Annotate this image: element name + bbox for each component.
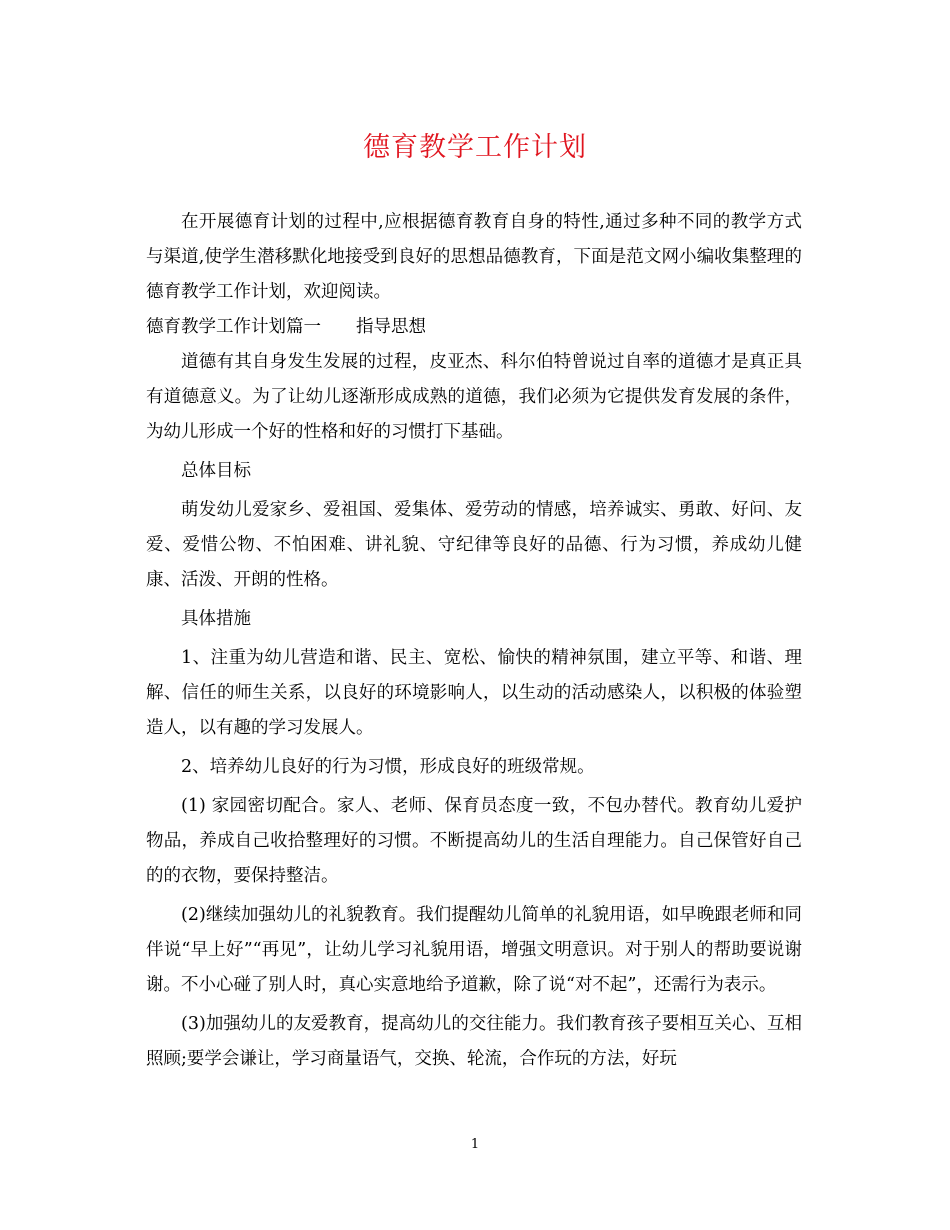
- paragraph-overall-goal: 萌发幼儿爱家乡、爱祖国、爱集体、爱劳动的情感，培养诚实、勇敢、好问、友爱、爱惜公物、不怕困难、讲礼貌、守纪律等良好的品德、行为习惯，养成幼儿健康、活泼、开朗的性格。: [146, 500, 802, 590]
- paragraph-guiding-thought: 道德有其自身发生发展的过程，皮亚杰、科尔伯特曾说过自率的道德才是真正具有道德意义。为了让幼儿逐渐形成成熟的道德，我们必须为它提供发育发展的条件，为幼儿形成一个好的性格和好的习惯打下基础。: [146, 352, 802, 442]
- paragraph-measure-1: 1、注重为幼儿营造和谐、民主、宽松、愉快的精神氛围，建立平等、和谐、理解、信任的师生关系，以良好的环境影响人，以生动的活动感染人，以积极的体验塑造人，以有趣的学习发展人。: [146, 648, 802, 738]
- document-body: [146, 205, 802, 1077]
- subheading-specific-measures: 具体措施: [181, 609, 251, 629]
- paragraph-measure-2-3: (3)加强幼儿的友爱教育，提高幼儿的交往能力。我们教育孩子要相互关心、互相照顾;要学会谦让，学习商量语气，交换、轮流，合作玩的方法，好玩: [146, 1014, 802, 1069]
- page-number: 1: [470, 1137, 480, 1152]
- paragraph-measure-2-2: (2)继续加强幼儿的礼貌教育。我们提醒幼儿简单的礼貌用语，如早晚跟老师和同伴说“早上好”“再见”，让幼儿学习礼貌用语，增强文明意识。对于别人的帮助要说谢谢。不小心碰了别人时，真心实意地给予道歉，除了说“对不起”，还需行为表示。: [146, 905, 802, 995]
- paragraph-measure-2-1: (1) 家园密切配合。家人、老师、保育员态度一致，不包办替代。教育幼儿爱护物品，养成自己收拾整理好的习惯。不断提高幼儿的生活自理能力。自己保管好自己的的衣物，要保持整洁。: [146, 796, 802, 886]
- document-title: 德育教学工作计划: [363, 132, 587, 163]
- paragraph-measure-2: 2、培养幼儿良好的行为习惯，形成良好的班级常规。: [181, 757, 595, 777]
- section-heading-guiding-thought: 德育教学工作计划篇一 指导思想: [146, 317, 426, 337]
- subheading-overall-goal: 总体目标: [181, 461, 251, 481]
- paragraph-intro: 在开展德育计划的过程中,应根据德育教育自身的特性,通过多种不同的教学方式与渠道,使学生潜移默化地接受到良好的思想品德教育，下面是范文网小编收集整理的德育教学工作计划，欢迎阅读。: [146, 212, 802, 302]
